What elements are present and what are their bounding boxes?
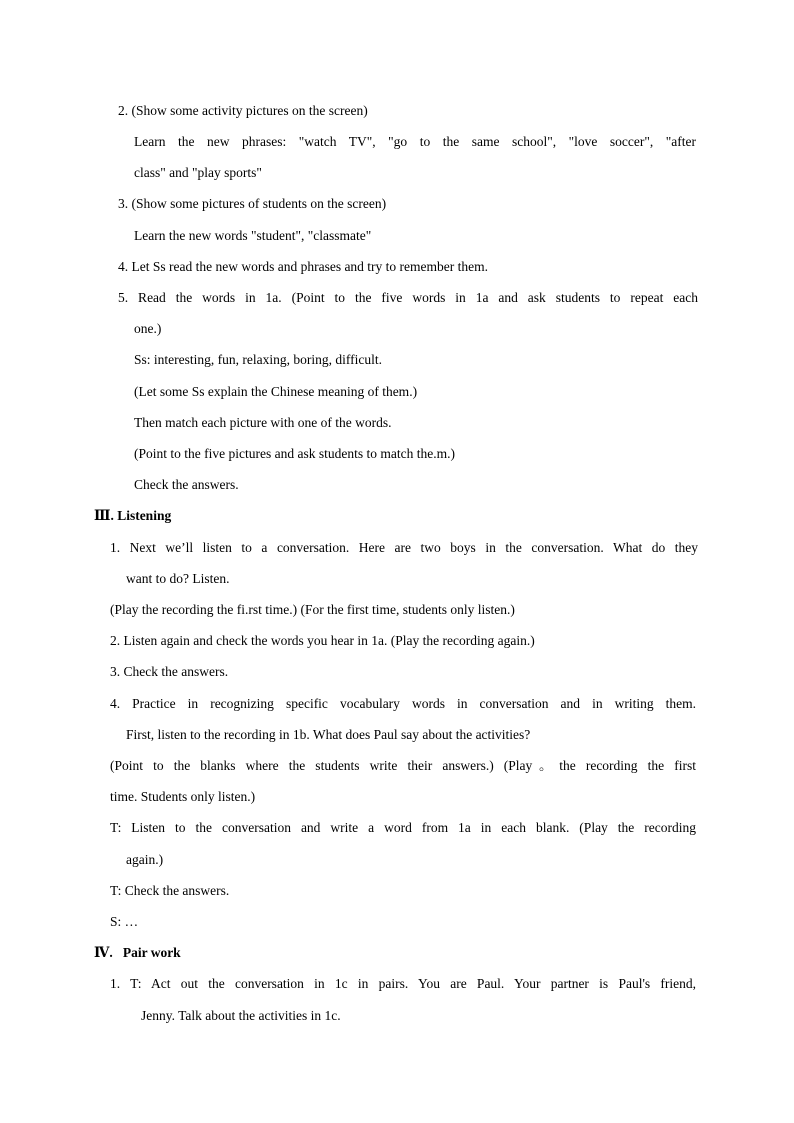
text-line: 3. Check the answers. bbox=[110, 664, 229, 679]
text-line: 5. Read the words in 1a. (Point to the five words in 1a and ask students to repeat each bbox=[118, 290, 698, 305]
text-line: Learn the new phrases: "watch TV", "go to the same school", "love soccer", "after bbox=[134, 134, 696, 149]
section-heading-pair-work: Ⅳ. Pair work bbox=[94, 945, 181, 960]
text-line: (Point to the blanks where the students write their answers.) (Play。the recording the first bbox=[110, 758, 696, 773]
text-line: Check the answers. bbox=[134, 477, 239, 492]
text-line: 2. Listen again and check the words you hear in 1a. (Play the recording again.) bbox=[110, 633, 535, 648]
text-line: 1. T: Act out the conversation in 1c in pairs. You are Paul. Your partner is Paul's friend, bbox=[110, 976, 696, 991]
text-line: (Play the recording the fi.rst time.) (For the first time, students only listen.) bbox=[110, 602, 515, 617]
text-line: S: … bbox=[110, 914, 139, 929]
text-line: one.) bbox=[134, 321, 162, 336]
section-heading-listening: Ⅲ. Listening bbox=[94, 508, 172, 523]
text-line: again.) bbox=[126, 852, 164, 867]
text-line: Then match each picture with one of the words. bbox=[134, 415, 392, 430]
text-line: 4. Let Ss read the new words and phrases and try to remember them. bbox=[118, 259, 489, 274]
text-line: (Point to the five pictures and ask students to match the.m.) bbox=[134, 446, 455, 461]
text-line: Jenny. Talk about the activities in 1c. bbox=[141, 1008, 341, 1023]
text-line: class" and "play sports" bbox=[134, 165, 262, 180]
text-line: 1. Next we’ll listen to a conversation. Here are two boys in the conversation. What do they bbox=[110, 540, 698, 555]
text-line: First, listen to the recording in 1b. What does Paul say about the activities? bbox=[126, 727, 531, 742]
text-line: want to do? Listen. bbox=[126, 571, 230, 586]
text-line: time. Students only listen.) bbox=[110, 789, 256, 804]
text-line: 3. (Show some pictures of students on the screen) bbox=[118, 196, 387, 211]
text-line: Learn the new words "student", "classmate" bbox=[134, 228, 372, 243]
text-line: T: Listen to the conversation and write a word from 1a in each blank. (Play the recording bbox=[110, 820, 696, 835]
text-line: 4. Practice in recognizing specific vocabulary words in conversation and in writing them. bbox=[110, 696, 696, 711]
text-line: Ss: interesting, fun, relaxing, boring, difficult. bbox=[134, 352, 382, 367]
text-line: 2. (Show some activity pictures on the screen) bbox=[118, 103, 368, 118]
text-line: (Let some Ss explain the Chinese meaning of them.) bbox=[134, 384, 418, 399]
text-line: T: Check the answers. bbox=[110, 883, 230, 898]
